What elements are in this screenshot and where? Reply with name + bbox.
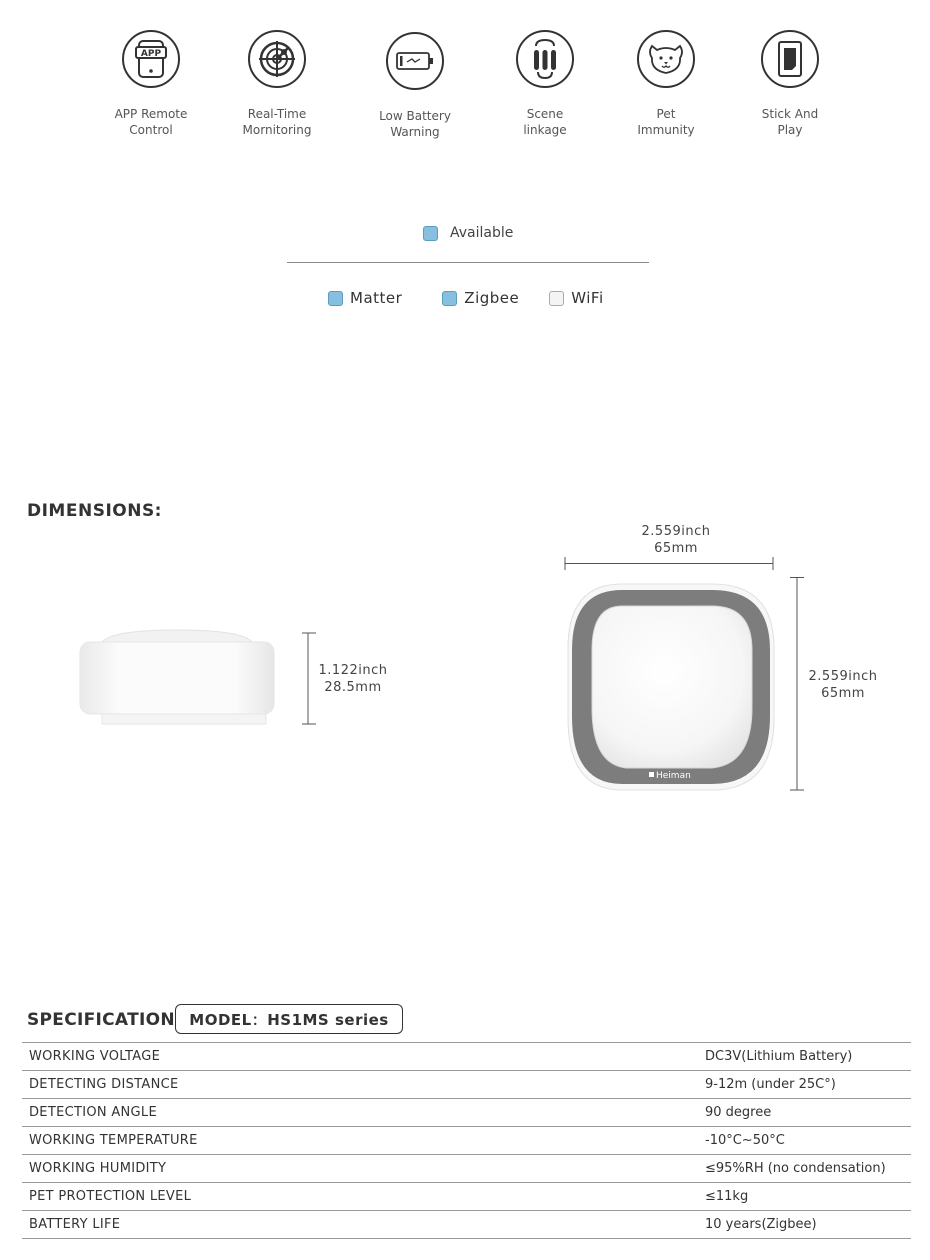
availability-legend xyxy=(423,225,513,241)
brand-logo: Heiman xyxy=(656,771,691,781)
height-mm: 28.5mm xyxy=(324,680,382,695)
model-badge: MODEL：HS1MS series xyxy=(175,1004,403,1034)
spec-name: WORKING HUMIDITY xyxy=(29,1161,167,1176)
scene-linkage-icon xyxy=(516,30,574,88)
feature-app-remote-control xyxy=(86,30,216,138)
feature-label: APP Remote Control xyxy=(114,107,188,137)
length-mm: 65mm xyxy=(821,686,865,701)
feature-scene-linkage xyxy=(480,30,610,138)
height-dimension-line xyxy=(300,632,320,726)
protocol-label: Matter xyxy=(350,289,403,307)
spec-name: WORKING TEMPERATURE xyxy=(29,1133,198,1148)
feature-label: Low Battery Warning xyxy=(379,109,451,139)
table-row xyxy=(22,1155,911,1183)
width-dimension-label xyxy=(626,523,726,557)
spec-name: BATTERY LIFE xyxy=(29,1217,121,1232)
specification-title: SPECIFICATION xyxy=(27,1010,175,1030)
width-inch: 2.559inch xyxy=(641,524,711,539)
table-row xyxy=(22,1183,911,1211)
feature-stick-and-play xyxy=(725,30,855,138)
feature-pet-immunity xyxy=(601,30,731,138)
table-row xyxy=(22,1127,911,1155)
spec-value: ≤11kg xyxy=(705,1189,749,1204)
length-inch: 2.559inch xyxy=(808,669,878,684)
spec-value: 9-12m (under 25C°) xyxy=(705,1077,836,1092)
dimensions-title: DIMENSIONS: xyxy=(27,501,162,521)
spec-value: DC3V(Lithium Battery) xyxy=(705,1049,853,1064)
app-phone-icon xyxy=(122,30,180,88)
table-row xyxy=(22,1099,911,1127)
spec-name: PET PROTECTION LEVEL xyxy=(29,1189,192,1204)
device-side-view xyxy=(72,622,282,730)
spec-value: 90 degree xyxy=(705,1105,772,1120)
protocol-list xyxy=(328,289,628,307)
feature-real-time-monitoring xyxy=(212,30,342,138)
protocol-label: Zigbee xyxy=(464,289,520,307)
spec-value: ≤95%RH (no condensation) xyxy=(705,1161,886,1176)
feature-low-battery-warning xyxy=(350,30,480,140)
feature-label: Stick And Play xyxy=(761,107,819,137)
protocol-label: WiFi xyxy=(571,289,604,307)
feature-label: Real-Time Mornitoring xyxy=(242,107,312,137)
feature-label: Pet Immunity xyxy=(637,107,695,137)
divider xyxy=(287,262,649,263)
spec-name: DETECTION ANGLE xyxy=(29,1105,157,1120)
protocol-wifi xyxy=(549,289,603,307)
specification-table xyxy=(22,1042,911,1239)
spec-value: 10 years(Zigbee) xyxy=(705,1217,817,1232)
table-row xyxy=(22,1211,911,1239)
pet-dog-icon xyxy=(637,30,695,88)
table-row xyxy=(22,1043,911,1071)
height-inch: 1.122inch xyxy=(318,663,388,678)
radar-icon xyxy=(248,30,306,88)
feature-label: Scene linkage xyxy=(523,107,567,137)
width-mm: 65mm xyxy=(654,541,698,556)
table-row xyxy=(22,1071,911,1099)
svg-text:APP: APP xyxy=(140,49,162,59)
length-dimension-label xyxy=(803,668,883,702)
device-top-view xyxy=(562,578,782,798)
height-dimension-label xyxy=(318,662,388,696)
protocol-matter xyxy=(328,289,402,307)
low-battery-icon xyxy=(386,32,444,90)
available-swatch xyxy=(442,291,457,306)
spec-value: -10°C~50°C xyxy=(705,1133,785,1148)
available-swatch xyxy=(328,291,343,306)
protocol-zigbee xyxy=(442,289,519,307)
width-dimension-line xyxy=(562,556,776,572)
stick-door-icon xyxy=(761,30,819,88)
spec-name: DETECTING DISTANCE xyxy=(29,1077,179,1092)
available-label: Available xyxy=(450,225,514,241)
unavailable-swatch xyxy=(549,291,564,306)
spec-name: WORKING VOLTAGE xyxy=(29,1049,161,1064)
available-swatch xyxy=(423,226,438,241)
